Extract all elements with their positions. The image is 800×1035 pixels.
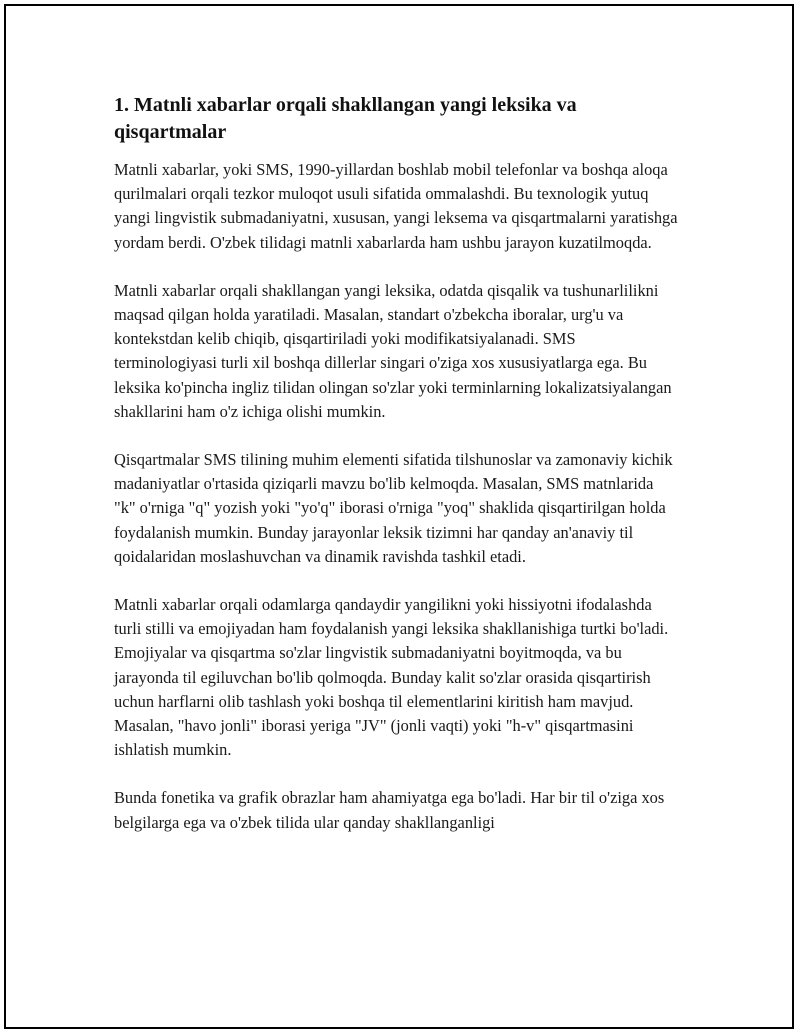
paragraph-emoji: Matnli xabarlar orqali odamlarga qandaydir yangilikni yoki hissiyotni ifodalashda turli stilli va emojiyadan ham foydalanish yangi leksika shakllanishiga turtki bo'ladi. Emojiyalar va qisqartma so'zlar lingvistik submadaniyatni boyitmoqda, va bu jarayonda til egiluvchan bo'lib qolmoqda. Bunday kalit so'zlar orasida qisqartirish uchun harflarni olib tashlash yoki boshqa til elementlarini kiritish ham mavjud. Masalan, "havo jonli" iborasi yeriga "JV" (jonli vaqti) yoki "h-v" qisqartmasini ishlatish mumkin. bbox=[114, 595, 669, 760]
paragraph-abbreviations: Qisqartmalar SMS tilining muhim elementi sifatida tilshunoslar va zamonaviy kichik madaniyatlar o'rtasida qiziqarli mavzu bo'lib kelmoqda. Masalan, SMS matnlarida "k" o'rniga "q" yozish yoki "yo'q" iborasi o'rniga "yoq" shaklida qisqartirilgan holda foydalanish mumkin. Bunday jarayonlar leksik tizimni har qanday an'anaviy til qoidalaridan moslashuvchan va dinamik ravishda tashkil etadi. bbox=[114, 450, 673, 566]
document-body bbox=[114, 92, 679, 835]
paragraph-new-lexicon: Matnli xabarlar orqali shakllangan yangi leksika, odatda qisqalik va tushunarlilikni maqsad qilgan holda yaratiladi. Masalan, standart o'zbekcha iboralar, urg'u va kontekstdan kelib chiqib, qisqartiriladi yoki modifikatsiyalanadi. SMS terminologiyasi turli xil boshqa dillerlar singari o'ziga xos xususiyatlarga ega. Bu leksika ko'pincha ingliz tilidan olingan so'zlar yoki terminlarning lokalizatsiyalangan shakllarini ham o'z ichiga olishi mumkin. bbox=[114, 280, 672, 421]
paragraph-phonetics: Bunda fonetika va grafik obrazlar ham ahamiyatga ega bo'ladi. Har bir til o'ziga xos belgilarga ega va o'zbek tilida ular qanday shakllanganligi bbox=[114, 788, 665, 832]
paragraph-intro: Matnli xabarlar, yoki SMS, 1990-yillardan boshlab mobil telefonlar va boshqa aloqa qurilmalari orqali tezkor muloqot usuli sifatida ommalashdi. Bu texnologik yutuq yangi lingvistik submadaniyatni, xususan, yangi leksema va qisqartmalarni yaratishga yordam berdi. O'zbek tilidagi matnli xabarlarda ham ushbu jarayon kuzatilmoqda. bbox=[114, 160, 678, 252]
section-heading: 1. Matnli xabarlar orqali shakllangan yangi leksika va qisqartmalar bbox=[114, 94, 577, 143]
